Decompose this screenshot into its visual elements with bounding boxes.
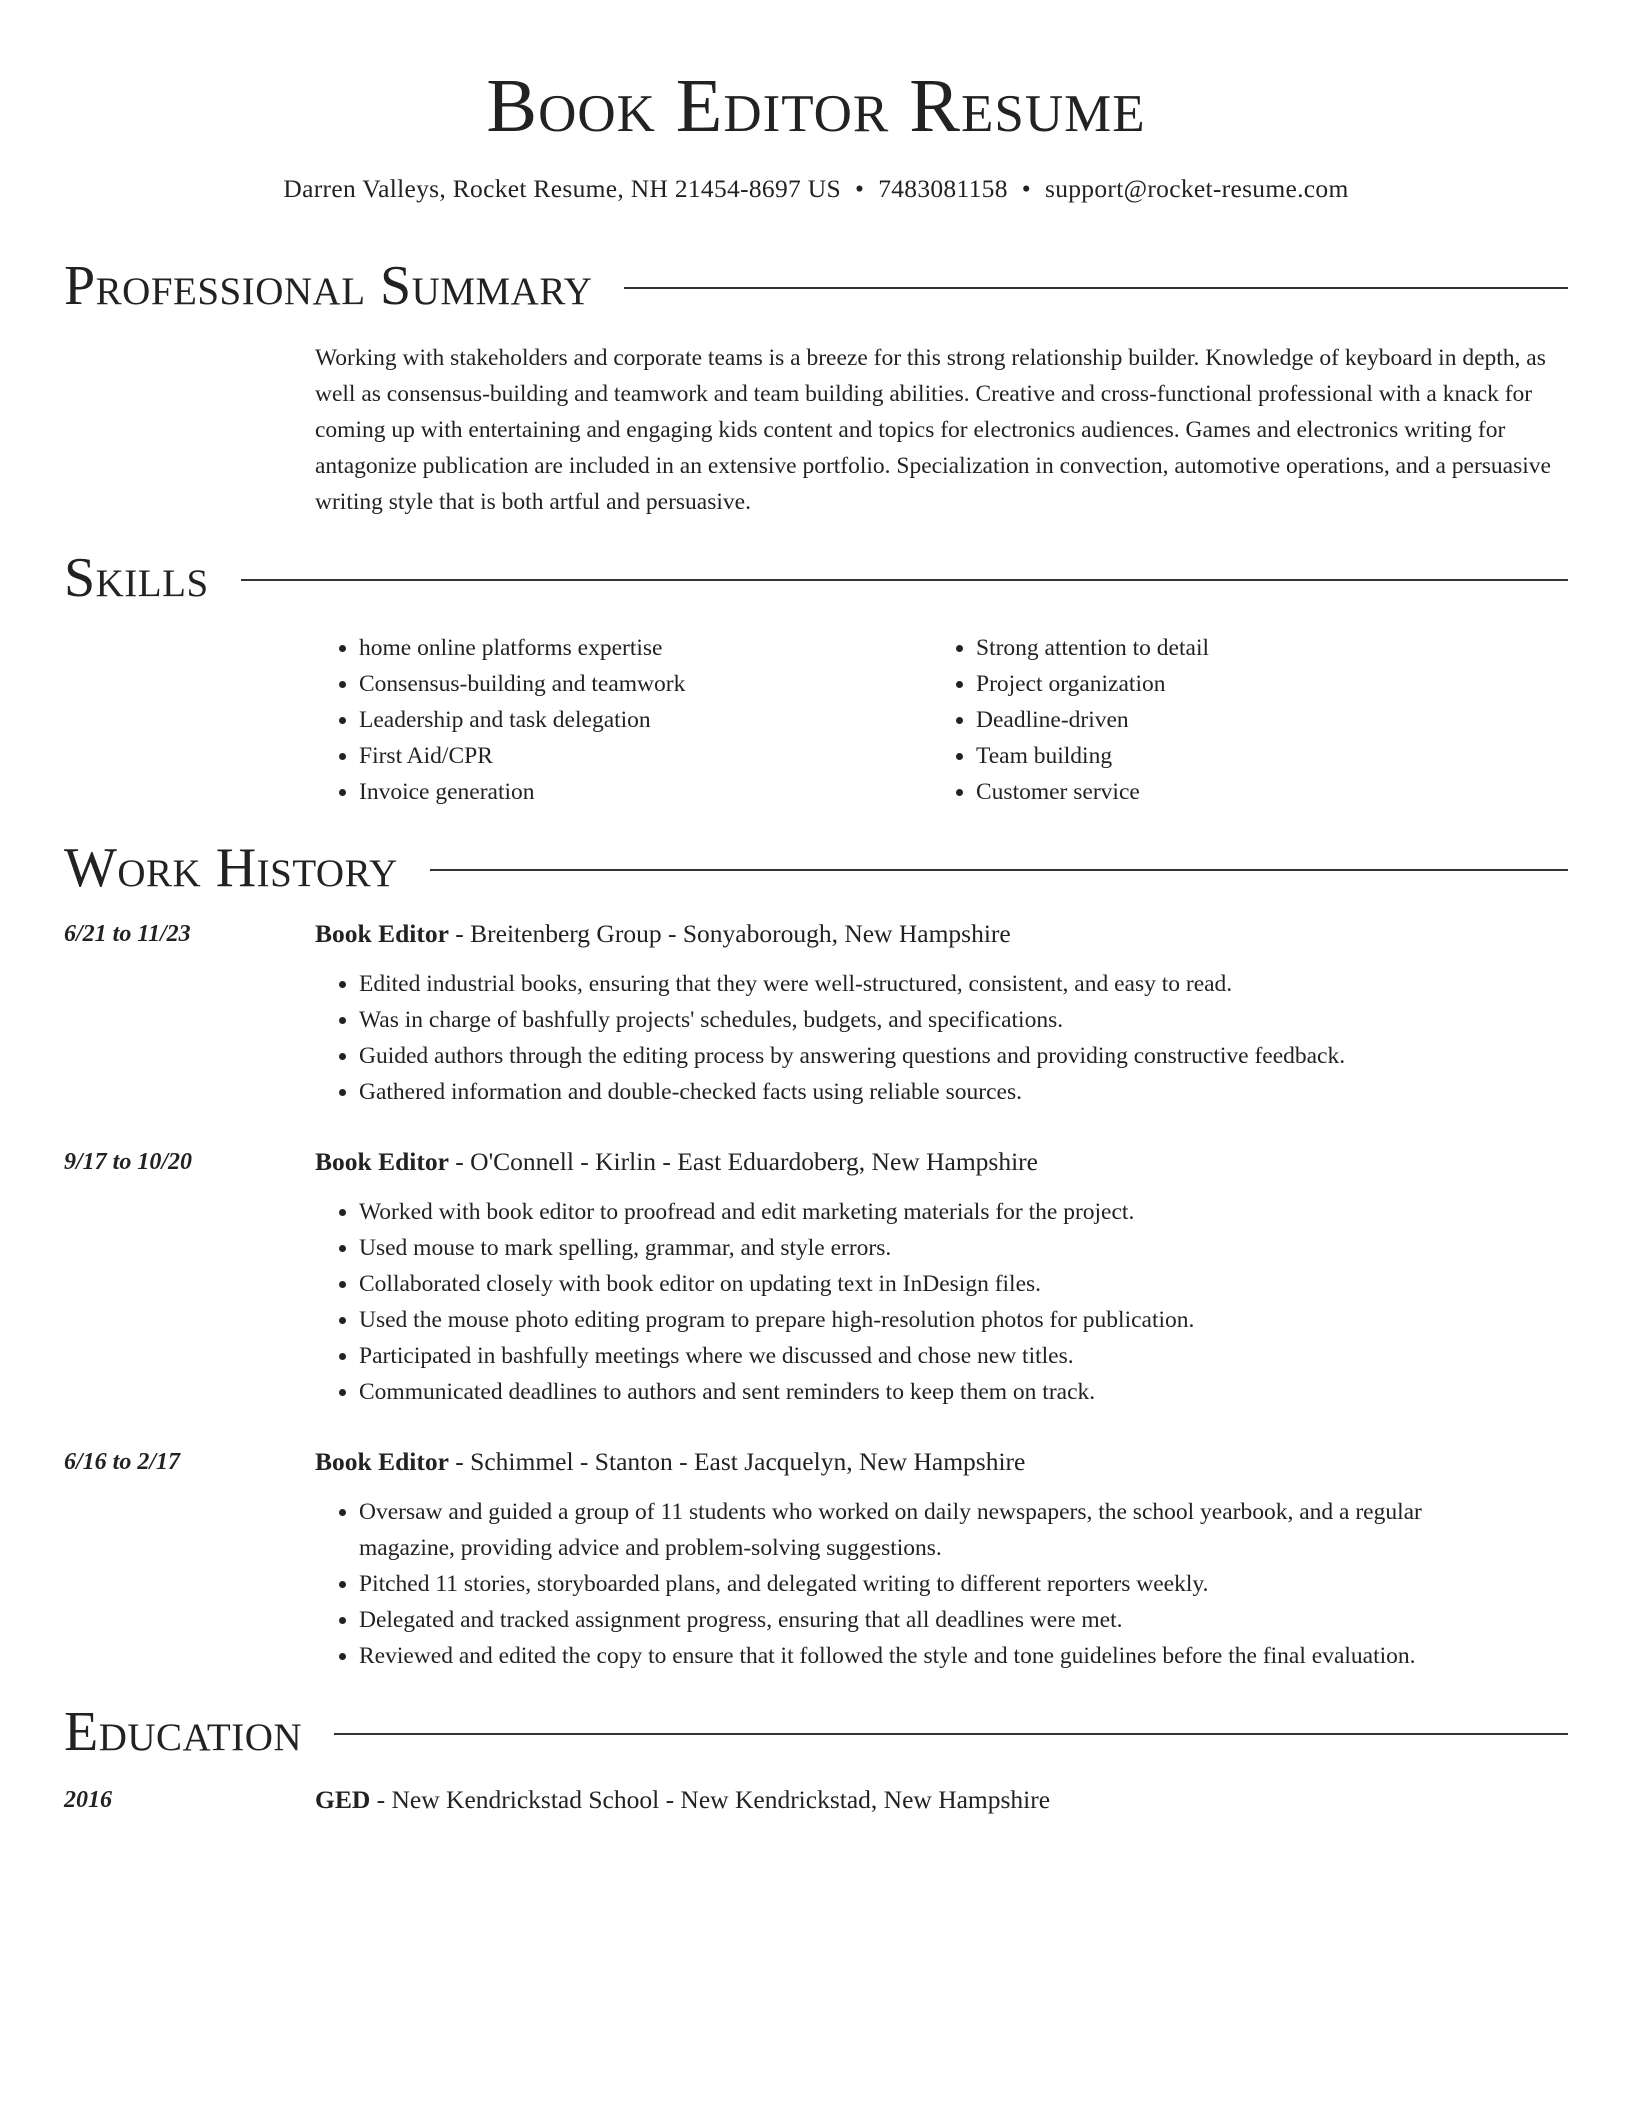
job-heading [315, 1444, 1568, 1480]
job-details: - O'Connell - Kirlin - East Eduardoberg, New Hampshire [448, 1147, 1038, 1176]
contact-separator: • [1021, 174, 1031, 203]
skill-item: • Project organization [976, 666, 1549, 702]
job-bullet: • Used mouse to mark spelling, grammar, and style errors. [359, 1230, 1568, 1266]
skill-item: • home online platforms expertise [359, 630, 932, 666]
job-bullet: • Worked with book editor to proofread and edit marketing materials for the project. [359, 1194, 1568, 1230]
job-heading [315, 1144, 1568, 1180]
job-bullet: • Reviewed and edited the copy to ensure that it followed the style and tone guidelines before the final evaluation. [359, 1638, 1568, 1674]
job-bullet: • Oversaw and guided a group of 11 students who worked on daily newspapers, the school yearbook, and a regular magazine, providing advice and problem-solving suggestions. [359, 1494, 1568, 1566]
education-heading [315, 1782, 1568, 1818]
job-bullet: • Participated in bashfully meetings where we discussed and chose new titles. [359, 1338, 1568, 1374]
skills-column-right [932, 630, 1549, 810]
skill-item: • Strong attention to detail [976, 630, 1549, 666]
job-entry [64, 1444, 1568, 1674]
job-bullet: • Used the mouse photo editing program to prepare high-resolution photos for publication. [359, 1302, 1568, 1338]
skill-item: • Customer service [976, 774, 1549, 810]
job-bullets [315, 966, 1568, 1110]
job-details: - Schimmel - Stanton - East Jacquelyn, New Hampshire [448, 1447, 1026, 1476]
section-header-work [64, 836, 1568, 900]
resume-page [64, 0, 1568, 1818]
job-title: Book Editor [315, 1147, 449, 1176]
job-title: Book Editor [315, 919, 449, 948]
contact-separator: • [854, 174, 865, 203]
section-divider [430, 869, 1568, 871]
section-divider [241, 579, 1568, 581]
section-title-work: Work History [64, 837, 398, 899]
summary-text: Working with stakeholders and corporate teams is a breeze for this strong relationship builder. Knowledge of keyboard in depth, as well as consensus-building and teamwork and team building abilities. Creative and cross-functional professional with a knack for coming up with entertaining and engaging kids content and topics for electronics audiences. Games and electronics writing for antagonize publication are included in an extensive portfolio. Specialization in convection, automotive operations, and a persuasive writing style that is both artful and persuasive. [315, 345, 1551, 515]
education-details: - New Kendrickstad School - New Kendrickstad, New Hampshire [370, 1785, 1051, 1814]
skill-item: • Deadline-driven [976, 702, 1549, 738]
skill-item: • Invoice generation [359, 774, 932, 810]
skill-item: • First Aid/CPR [359, 738, 932, 774]
education-entry [64, 1782, 1568, 1818]
job-entry [64, 916, 1568, 1110]
contact-line [64, 172, 1568, 206]
job-bullet: • Gathered information and double-checked facts using reliable sources. [359, 1074, 1568, 1110]
job-details: - Breitenberg Group - Sonyaborough, New Hampshire [448, 919, 1011, 948]
job-body [315, 916, 1568, 1110]
job-dates: 6/16 to 2/17 [64, 1449, 181, 1475]
section-title-skills: Skills [64, 547, 209, 609]
skill-item: • Leadership and task delegation [359, 702, 932, 738]
section-title-summary: Professional Summary [64, 255, 593, 317]
section-header-skills [64, 546, 1568, 610]
job-dates: 9/17 to 10/20 [64, 1149, 193, 1175]
job-heading [315, 916, 1568, 952]
skills-column-left [315, 630, 932, 810]
job-bullet: • Delegated and tracked assignment progress, ensuring that all deadlines were met. [359, 1602, 1568, 1638]
job-bullet: • Communicated deadlines to authors and sent reminders to keep them on track. [359, 1374, 1568, 1410]
job-title: Book Editor [315, 1447, 449, 1476]
section-title-education: Education [64, 1701, 303, 1763]
section-header-summary [64, 254, 1568, 318]
education-year: 2016 [64, 1787, 112, 1813]
section-divider [334, 1733, 1568, 1735]
contact-phone: 7483081158 [878, 174, 1008, 203]
contact-email[interactable]: support@rocket-resume.com [1044, 174, 1349, 203]
job-bullet: • Was in charge of bashfully projects' schedules, budgets, and specifications. [359, 1002, 1568, 1038]
job-bullet: • Collaborated closely with book editor on updating text in InDesign files. [359, 1266, 1568, 1302]
job-bullet: • Pitched 11 stories, storyboarded plans, and delegated writing to different reporters weekly. [359, 1566, 1568, 1602]
skills-list [315, 630, 1568, 810]
education-body [315, 1782, 1568, 1818]
job-bullet: • Edited industrial books, ensuring that they were well-structured, consistent, and easy to read. [359, 966, 1568, 1002]
job-entry [64, 1144, 1568, 1410]
contact-address: Darren Valleys, Rocket Resume, NH 21454-8697 US [283, 174, 841, 203]
skill-item: • Team building [976, 738, 1549, 774]
job-bullet: • Guided authors through the editing process by answering questions and providing constructive feedback. [359, 1038, 1568, 1074]
job-dates: 6/21 to 11/23 [64, 921, 191, 947]
education-degree: GED [315, 1785, 371, 1814]
job-body [315, 1144, 1568, 1410]
section-header-education [64, 1700, 1568, 1764]
job-body [315, 1444, 1568, 1674]
job-bullets [315, 1194, 1568, 1410]
section-divider [624, 287, 1568, 289]
skill-item: • Consensus-building and teamwork [359, 666, 932, 702]
resume-title: Book Editor Resume [486, 64, 1146, 148]
job-bullets [315, 1494, 1568, 1674]
